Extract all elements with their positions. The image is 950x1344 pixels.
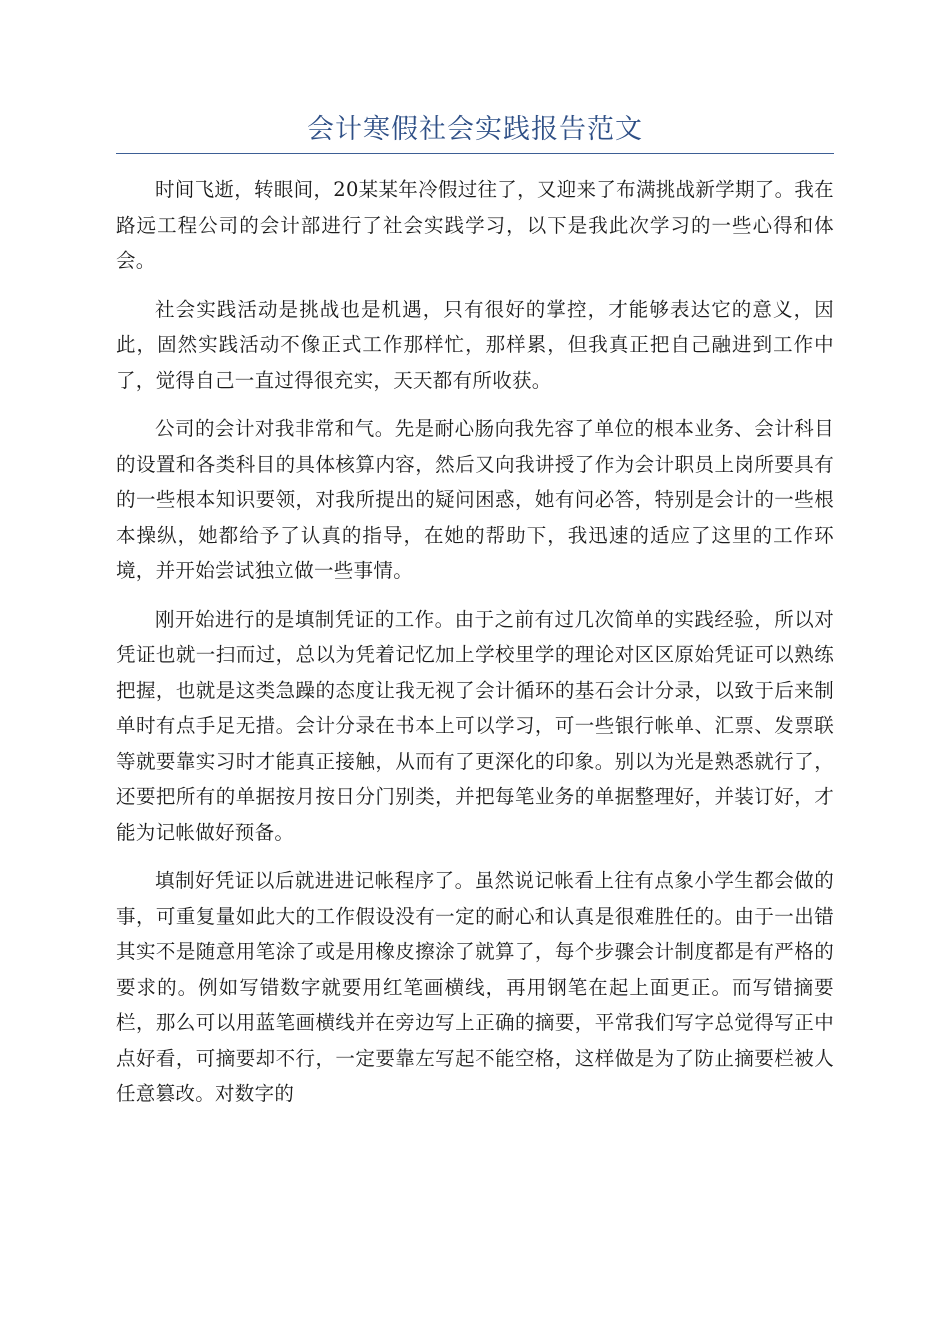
paragraph-2: 社会实践活动是挑战也是机遇，只有很好的掌控，才能够表达它的意义，因此，固然实践活动不像正式工作那样忙，那样累，但我真正把自己融进到工作中了，觉得自己一直过得很充实，天天都有所收获。	[116, 297, 834, 392]
paragraph-3: 公司的会计对我非常和气。先是耐心肠向我先容了单位的根本业务、会计科目的设置和各类科目的具体核算内容，然后又向我讲授了作为会计职员上岗所要具有的一些根本知识要领，对我所提出的疑问困惑，她有问必答，特别是会计的一些根本操纵，她都给予了认真的指导，在她的帮助下，我迅速的适应了这里的工作环境，并开始尝试独立做一些事情。	[116, 417, 834, 582]
paragraph-4: 刚开始进行的是填制凭证的工作。由于之前有过几次简单的实践经验，所以对凭证也就一扫而过，总以为凭着记忆加上学校里学的理论对区区原始凭证可以熟练把握，也就是这类急躁的态度让我无视了会计循环的基石会计分录，以致于后来制单时有点手足无措。会计分录在书本上可以学习，可一些银行帐单、汇票、发票联等就要靠实习时才能真正接触，从而有了更深化的印象。别以为光是熟悉就行了，还要把所有的单据按月按日分门别类，并把每笔业务的单据整理好，并装订好，才能为记帐做好预备。	[116, 607, 834, 844]
document-page	[116, 110, 834, 1125]
title-divider	[116, 153, 834, 154]
paragraph-1: 时间飞逝，转眼间，20某某年冷假过往了，又迎来了布满挑战新学期了。我在路远工程公司的会计部进行了社会实践学习，以下是我此次学习的一些心得和体会。	[116, 178, 834, 272]
paragraph-5: 填制好凭证以后就进进记帐程序了。虽然说记帐看上往有点象小学生都会做的事，可重复量如此大的工作假设没有一定的耐心和认真是很难胜任的。由于一出错其实不是随意用笔涂了或是用橡皮擦涂了就算了，每个步骤会计制度都是有严格的要求的。例如写错数字就要用红笔画横线，再用钢笔在起上面更正。而写错摘要栏，那么可以用蓝笔画横线并在旁边写上正确的摘要，平常我们写字总觉得写正中点好看，可摘要却不行，一定要靠左写起不能空格，这样做是为了防止摘要栏被人任意篡改。对数字的	[116, 869, 834, 1105]
document-title: 会计寒假社会实践报告范文	[307, 114, 643, 145]
